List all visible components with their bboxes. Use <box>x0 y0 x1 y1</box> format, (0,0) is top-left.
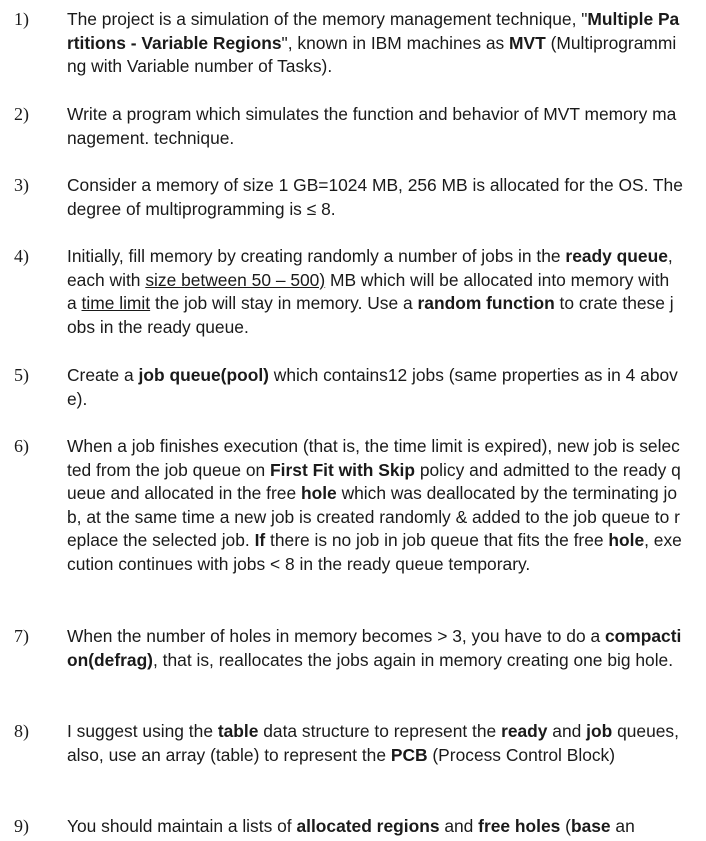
text-segment: , execution continues with jobs < 8 in the ready queue temporary. <box>67 530 682 574</box>
text-segment: which contains12 jobs (same properties as in 4 above). <box>67 365 678 409</box>
text-segment: ", known in IBM machines as <box>281 32 510 53</box>
text-segment-bold: PCB <box>390 744 428 765</box>
item-number: 5) <box>14 365 29 385</box>
item-number: 6) <box>14 436 29 456</box>
text-segment: (Multiprogramming with Variable number of Tasks). <box>67 32 677 76</box>
text-segment-bold: If <box>254 530 266 550</box>
text-segment: queues, also, use an array (table) to represent the <box>67 721 679 765</box>
text-segment: an <box>610 816 635 836</box>
text-segment: (Process Control Block) <box>427 744 616 765</box>
text-segment: ( <box>560 816 571 836</box>
text-segment-bold: compaction(defrag) <box>67 626 682 670</box>
text-segment-bold: free holes <box>478 816 561 836</box>
text-segment: The project is a simulation of the memory management technique, " <box>67 9 588 29</box>
text-segment-bold: hole <box>608 530 645 550</box>
item-text <box>67 435 683 576</box>
text-segment-bold: allocated regions <box>296 816 440 836</box>
item-number: 9) <box>14 816 29 836</box>
text-segment: there is no job in job queue that fits the free <box>265 530 609 550</box>
text-segment: When a job finishes execution (that is, the time limit is expired), new job is selected from the job queue on <box>67 436 680 480</box>
text-segment: When the number of holes in memory becomes > 3, you have to do a <box>67 626 605 646</box>
text-segment-bold: base <box>570 816 611 836</box>
item-text <box>67 8 683 79</box>
text-segment-bold: Multiple Partitions - Variable Regions <box>67 9 680 53</box>
item-text <box>67 815 683 839</box>
item-number: 2) <box>14 104 29 124</box>
text-segment: to crate these jobs in the ready queue. <box>67 293 674 337</box>
item-number: 7) <box>14 626 29 646</box>
text-segment: , each with <box>67 246 673 290</box>
text-segment: Create a <box>67 365 139 385</box>
item-number: 8) <box>14 721 29 741</box>
item-text <box>67 625 683 672</box>
text-segment-bold: ready <box>501 721 548 741</box>
text-segment: and <box>439 816 479 836</box>
text-segment: , that is, reallocates the jobs again in memory creating one big hole. <box>152 649 674 670</box>
text-segment: I suggest using the <box>67 721 218 741</box>
item-text <box>67 245 683 339</box>
text-segment: data structure to represent the <box>258 721 502 741</box>
text-segment-bold: ready queue <box>565 246 668 266</box>
item-text <box>67 364 683 411</box>
text-segment-bold: MVT <box>509 32 546 53</box>
text-segment-bold: job <box>586 721 613 741</box>
item-number: 3) <box>14 175 29 195</box>
text-segment: the job will stay in memory. Use a <box>150 293 418 313</box>
text-segment-underline: size between 50 – 500) <box>145 269 326 290</box>
item-text <box>67 103 683 150</box>
item-number: 4) <box>14 246 29 266</box>
text-segment-bold: First Fit with Skip <box>270 459 415 480</box>
item-text <box>67 174 683 221</box>
item-number: 1) <box>14 9 29 29</box>
text-segment: MB which will be allocated into memory with a <box>67 269 670 313</box>
text-segment: Consider a memory of size 1 GB=1024 MB, 256 MB is allocated for the OS. The degree of multiprogramming is ≤ 8. <box>67 175 683 219</box>
text-segment: and <box>547 721 587 741</box>
text-segment: policy and admitted to the ready queue and allocated in the free <box>67 459 681 503</box>
text-segment: Write a program which simulates the function and behavior of MVT memory management. technique. <box>67 104 677 148</box>
text-segment: Initially, fill memory by creating randomly a number of jobs in the <box>67 246 566 266</box>
text-segment-underline: time limit <box>81 293 151 313</box>
text-segment-bold: job queue(pool) <box>138 365 269 385</box>
text-segment-bold: hole <box>300 483 337 503</box>
text-segment-bold: random function <box>417 293 555 313</box>
text-segment-bold: table <box>217 721 259 741</box>
item-text <box>67 720 683 767</box>
text-segment: You should maintain a lists of <box>67 816 297 836</box>
text-segment: which was deallocated by the terminating job, at the same time a new job is created randomly & added to the job queue to replace the selected job. <box>67 483 680 550</box>
